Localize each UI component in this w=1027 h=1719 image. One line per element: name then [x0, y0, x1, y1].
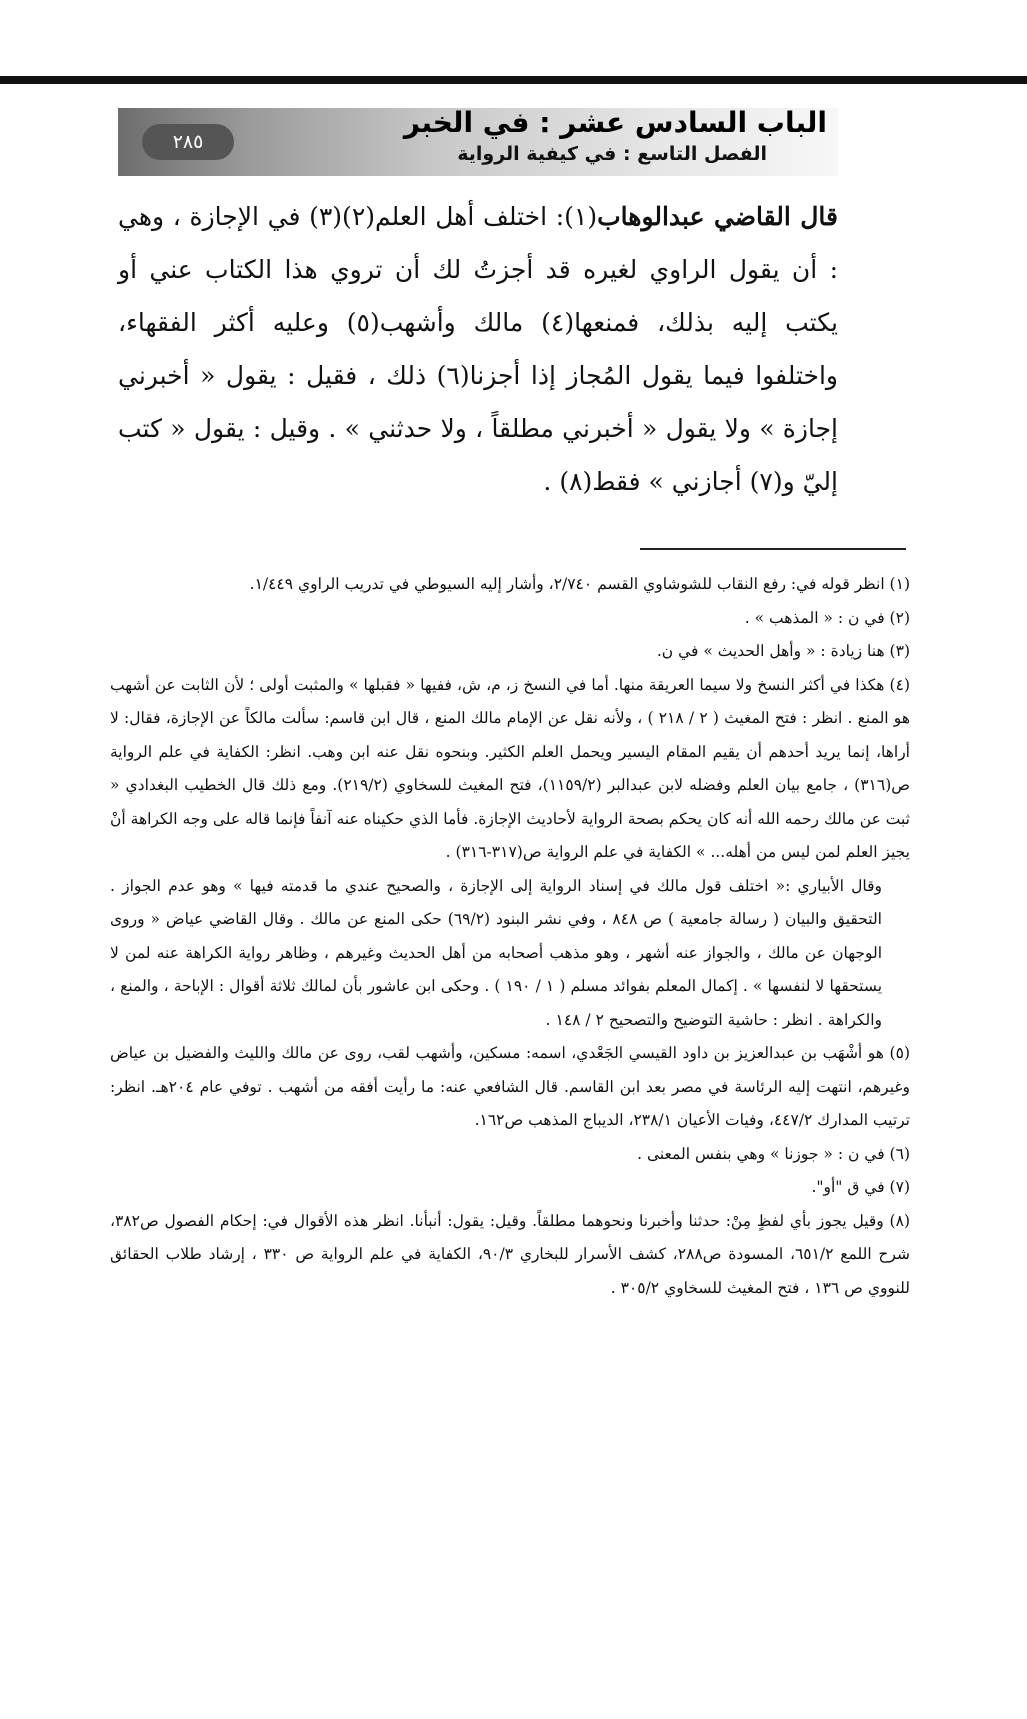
footnotes	[110, 568, 910, 1305]
chapter-title: الباب السادس عشر : في الخبر	[403, 106, 827, 139]
footnote-6: (٦) في ن : « جوزنا » وهي بنفس المعنى .	[637, 1144, 910, 1163]
footnote-5: (٥) هو أشْهَب بن عبدالعزيز بن داود القيسي الجَعْدي، اسمه: مسكين، وأشهب لقب، روى عن مالك والليث والفضيل بن عياض وغيرهم، انتهت إليه الرئاسة في مصر بعد ابن القاسم. قال الشافعي عنه: ما رأيت أفقه من أشهب . توفي عام ٢٠٤هـ. انظر: ترتيب المدارك ٤٤٧/٢، وفيات الأعيان ٢٣٨/١، الديباج المذهب ص١٦٢.	[110, 1044, 910, 1129]
footnote-3: (٣) هنا زيادة : « وأهل الحديث » في ن.	[656, 642, 910, 660]
section-title: الفصل التاسع : في كيفية الرواية	[457, 143, 767, 165]
main-body-text: (١): اختلف أهل العلم(٢)(٣) في الإجازة ، وهي : أن يقول الراوي لغيره قد أجزتُ لك أن تروي هذا الكتاب عني أو يكتب إليه بذلك، فمنعها(٤) مالك وأشهب(٥) وعليه أكثر الفقهاء، واختلفوا فيما يقول المُجاز إذا أجزنا(٦) ذلك ، فقيل : يقول « أخبرني إجازة » ولا يقول « أخبرني مطلقاً ، ولا حدثني » . وقيل : يقول « كتب إليّ و(٧) أجازني » فقط(٨) .	[118, 202, 838, 496]
author-name: قال القاضي عبدالوهاب	[597, 202, 838, 231]
footnote-7: (٧) في ق "أو".	[811, 1178, 910, 1196]
footnote-4-continuation: وقال الأبياري :« اختلف قول مالك في إسناد الرواية إلى الإجازة ، والصحيح عندي ما قدمته فيها » وهو عدم الجواز . التحقيق والبيان ( رسالة جامعية ) ص ٨٤٨ ، وفي نشر البنود (٦٩/٢) حكى المنع عن مالك . وقال القاضي عياض « وروى الوجهان عن مالك ، والجواز عنه أشهر ، وهو مذهب أصحابه من أهل الحديث وغيرهم ، وظاهر رواية الكراهة عنه لمن لا يستحقها لا لنفسها » . إكمال المعلم بفوائد مسلم ( ١ / ١٩٠ ) . وحكى ابن عاشور بأن لمالك ثلاثة أقوال : الإباحة ، والمنع ، والكراهة . انظر : حاشية التوضيح والتصحيح ٢ / ١٤٨ .	[110, 876, 883, 1029]
footnote-1: (١) انظر قوله في: رفع النقاب للشوشاوي القسم ٢/٧٤٠، وأشار إليه السيوطي في تدريب الراوي ١/٤٤٩.	[249, 575, 910, 593]
main-paragraph	[118, 190, 838, 508]
footnote-4: (٤) هكذا في أكثر النسخ ولا سيما العريقة منها. أما في النسخ ز، م، ش، ففيها « فقبلها » والمثبت أولى ؛ لأن الثابت عن أشهب هو المنع . انظر : فتح المغيث ( ٢ / ٢١٨ ) ، ولأنه نقل عن الإمام مالك المنع ، قال ابن قاسم: سألت مالكاً عن الإجازة، فقال: لا أراها، إنما يريد أحدهم أن يقيم المقام اليسير ويحمل العلم الكثير. وبنحوه نقل عنه ابن وهب. انظر: الكفاية في علم الرواية ص(٣١٦) ، جامع بيان العلم وفضله لابن عبدالبر (١١٥٩/٢)، فتح المغيث للسخاوي (٢١٩/٢). ومع ذلك قال الخطيب البغدادي « ثبت عن مالك رحمه الله أنه كان يحكم بصحة الرواية لأحاديث الإجازة. فأما الذي حكيناه عنه آنفاً فإنما قاله على وجه الكراهة أنْ يجيز العلم لمن ليس من أهله... » الكفاية في علم الرواية ص(٣١٧-٣١٦) .	[110, 675, 910, 861]
footnote-8: (٨) وقيل يجوز بأي لفظٍ مِنْ: حدثنا وأخبرنا ونحوهما مطلقاً. وقيل: يقول: أنبأنا. انظر هذه الأقوال في: إحكام الفصول ص٣٨٢، شرح اللمع ٦٥١/٢، المسودة ص٢٨٨، كشف الأسرار للبخاري ٩٠/٣، الكفاية في علم الرواية ص ٣٣٠ ، إرشاد طلاب الحقائق للنووي ص ١٣٦ ، فتح المغيث للسخاوي ٣٠٥/٢ .	[110, 1211, 910, 1297]
top-rule	[0, 76, 1027, 84]
page-number: ٢٨٥	[142, 124, 234, 160]
footnote-divider	[640, 548, 906, 550]
footnote-2: (٢) في ن : « المذهب » .	[744, 608, 910, 627]
